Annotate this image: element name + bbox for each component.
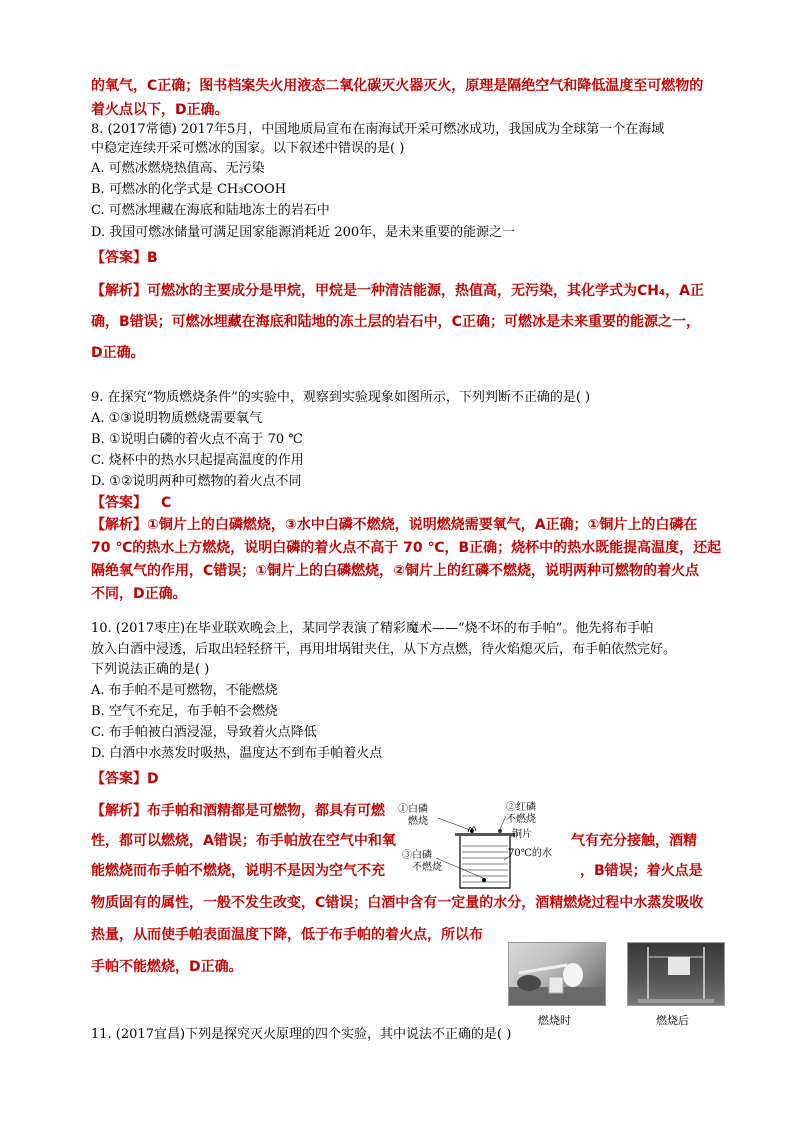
- label-4-line-2: 不燃烧: [412, 862, 442, 873]
- q10-analysis-line-2: [91, 832, 396, 850]
- q8-option-d: D. 我国可燃冰储量可满足国家能源消耗近 200年，是未来重要的能源之一: [91, 225, 516, 240]
- label-1-line-2: 燃烧: [408, 816, 428, 827]
- q10-option-b: B. 空气不充足，布手帕不会燃烧: [91, 704, 278, 719]
- q9-option-d: D. ①②说明两种可燃物的着火点不同: [91, 474, 302, 489]
- q9-analysis-line-2: 70 ℃的热水上方燃烧，说明白磷的着火点不高于 70 ℃，B正确；烧杯中的热水既能提高温度，还起: [91, 540, 722, 556]
- q10-option-d: D. 白酒中水蒸发时吸热，温度达不到布手帕着火点: [91, 746, 383, 761]
- q8-answer: B: [147, 250, 158, 266]
- q9-option-b: B. ①说明白磷的着火点不高于 70 ℃: [91, 432, 303, 447]
- q10-analysis-line-3: 能燃烧而布手帕不燃烧，说明不是因为空气不充: [91, 863, 385, 879]
- q10-analysis-line-2-right: 气有充分接触，酒精: [571, 833, 697, 849]
- q8-answer-line: [91, 249, 158, 267]
- q8-analysis-text-1: 可燃冰的主要成分是甲烷，甲烷是一种清洁能源，热值高，无污染，其化学式为CH₄，A正: [147, 283, 704, 299]
- q10-stem-line-3: 下列说法正确的是( ): [91, 662, 210, 677]
- q10-answer: D: [147, 771, 159, 787]
- q10-analysis-text-1: 布手帕和酒精都是可燃物，都具有可燃: [147, 803, 385, 819]
- q10-analysis-label: 【解析】: [91, 803, 147, 819]
- copper-sheet: [455, 833, 515, 836]
- red-phosphorus: [498, 829, 502, 833]
- combustion-experiment-diagram: [398, 800, 552, 892]
- q10-analysis-line-6: 手帕不能燃烧，D正确。: [91, 959, 243, 975]
- q8-stem-line-1: 8. (2017常德) 2017年5月，中国地质局宣布在南海试开采可燃冰成功，我国成为全球第一个在海域: [91, 122, 665, 137]
- photo-after-svg: [628, 943, 724, 1005]
- photo-burning: [508, 942, 606, 1006]
- q9-stem: 9. 在探究“物质燃烧条件”的实验中，观察到实验现象如图所示，下列判断不正确的是( ): [91, 390, 591, 405]
- label-red-phosphorus: [506, 802, 536, 826]
- q10-stem-line-1: 10. (2017枣庄)在毕业联欢晚会上，某同学表演了精彩魔术——“烧不坏的布手帕”。他先将布手帕: [91, 621, 654, 636]
- q10-analysis-line-4: 物质固有的属性，一般不发生改变，C错误；白酒中含有一定量的水分，酒精燃烧过程中水蒸发吸收: [91, 895, 704, 911]
- q8-analysis-line-2: 确，B错误；可燃冰埋藏在海底和陆地的冻土层的岩石中，C正确；可燃冰是未来重要的能源之一，: [91, 314, 700, 330]
- q10-option-c: C. 布手帕被白酒浸湿，导致着火点降低: [91, 725, 317, 740]
- white-phosphorus-in-water: [482, 878, 486, 882]
- q10-option-a: A. 布手帕不是可燃物，不能燃烧: [91, 683, 278, 698]
- photo-burning-svg: [509, 943, 605, 1005]
- q8-analysis-line-3: D正确。: [91, 345, 145, 361]
- q9-analysis-label: 【解析】: [91, 517, 147, 533]
- q9-answer-label: 【答案】: [91, 495, 147, 511]
- q9-analysis-line-3: 隔绝氧气的作用，C错误；①铜片上的白磷燃烧，②铜片上的红磷不燃烧，说明两种可燃物的着火点: [91, 563, 699, 579]
- q10-analysis-line-3-right: ，B错误；着火点是: [580, 863, 703, 879]
- q10-answer-line: [91, 770, 159, 788]
- intro-analysis-line-2: 着火点以下，D正确。: [91, 102, 229, 118]
- white-phosphorus: [470, 829, 474, 833]
- label-4-line-1: ③白磷: [402, 850, 432, 861]
- q8-analysis-line-1: [91, 282, 704, 300]
- water-hatching: [462, 846, 508, 882]
- label-white-phosphorus-burning: [398, 804, 428, 828]
- q9-analysis-text-1: ①铜片上的白磷燃烧，③水中白磷不燃烧，说明燃烧需要氧气，A正确；①铜片上的白磷在: [147, 517, 698, 533]
- label-white-phosphorus-water: [402, 850, 442, 874]
- label-copper: 铜片: [512, 829, 532, 840]
- intro-analysis-line-1: 的氧气，C正确；图书档案失火用液态二氧化碳灭火器灭火，原理是隔绝空气和降低温度至可燃物的: [91, 78, 704, 94]
- q9-analysis-line-4: 不同，D正确。: [91, 586, 187, 602]
- q9-analysis-line-1: [91, 516, 697, 534]
- q9-option-a: A. ①③说明物质燃烧需要氧气: [91, 411, 262, 426]
- q11-stem: 11. (2017宜昌)下列是探究灭火原理的四个实验，其中说法不正确的是( ): [91, 1027, 512, 1042]
- label-2-line-2: 不燃烧: [506, 814, 536, 825]
- q8-option-b: B. 可燃冰的化学式是 CH₃COOH: [91, 182, 287, 197]
- q8-answer-label: 【答案】: [91, 250, 147, 266]
- q10-stem-line-2: 放入白酒中浸透，后取出轻轻挤干，再用坩埚钳夹住，从下方点燃，待火焰熄灭后，布手帕依然完好。: [91, 642, 677, 657]
- q8-analysis-label: 【解析】: [91, 283, 147, 299]
- label-hot-water: 70℃的水: [508, 848, 552, 859]
- q10-answer-label: 【答案】: [91, 771, 147, 787]
- photo-after-burning: [627, 942, 725, 1006]
- photo-after-caption: 燃烧后: [656, 1014, 689, 1027]
- photo-burning-caption: 燃烧时: [538, 1014, 571, 1027]
- q9-answer: C: [161, 495, 172, 511]
- q8-stem-line-2: 中稳定连续开采可燃冰的国家。以下叙述中错误的是( ): [91, 141, 405, 156]
- q10-analysis-line-5: 热量，从而使手帕表面温度下降，低于布手帕的着火点，所以布: [91, 927, 483, 943]
- label-2-line-1: ②红磷: [506, 802, 536, 813]
- q8-option-a: A. 可燃冰燃烧热值高、无污染: [91, 161, 265, 176]
- q10-analysis-line-1: [91, 802, 385, 820]
- q10-analysis-text-2a: 性，都可以燃烧，A错误；布手帕放在空气中和氧: [91, 833, 396, 849]
- q9-answer-line: [91, 494, 171, 512]
- label-1-line-1: ①白磷: [398, 804, 428, 815]
- q8-option-c: C. 可燃冰埋藏在海底和陆地冻土的岩石中: [91, 203, 330, 218]
- q9-option-c: C. 烧杯中的热水只起提高温度的作用: [91, 453, 304, 468]
